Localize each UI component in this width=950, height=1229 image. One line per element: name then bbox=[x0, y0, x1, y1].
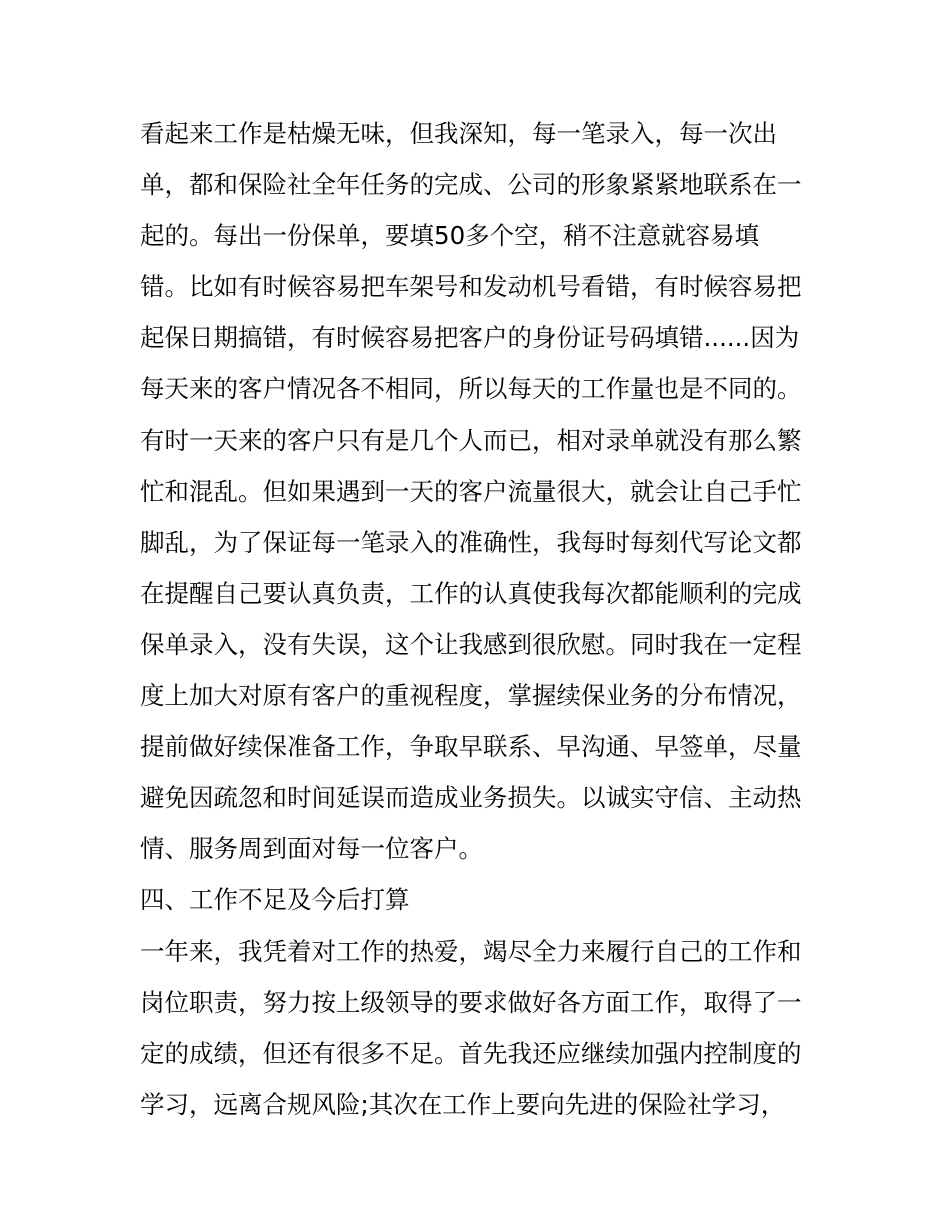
text-line-20: 学习，远离合规风险;其次在工作上要向先进的保险社学习， bbox=[140, 1089, 786, 1119]
text-line-13: 提前做好续保准备工作，争取早联系、早沟通、早签单，尽量 bbox=[140, 732, 802, 762]
text-line-4: 错。比如有时候容易把车架号和发动机号看错，有时候容易把 bbox=[140, 272, 802, 302]
section-heading: 四、工作不足及今后打算 bbox=[140, 885, 410, 915]
text-line-2: 单，都和保险社全年任务的完成、公司的形象紧紧地联系在一 bbox=[140, 170, 802, 200]
text-line-11: 保单录入，没有失误，这个让我感到很欣慰。同时我在一定程 bbox=[140, 629, 802, 659]
text-line-7: 有时一天来的客户只有是几个人而已，相对录单就没有那么繁 bbox=[140, 425, 802, 455]
text-line-1: 看起来工作是枯燥无味，但我深知，每一笔录入，每一次出 bbox=[140, 119, 777, 148]
text-line-9: 脚乱，为了保证每一笔录入的准确性，我每时每刻代写论文都 bbox=[140, 527, 802, 557]
text-line-12: 度上加大对原有客户的重视程度，掌握续保业务的分布情况， bbox=[140, 681, 802, 711]
text-line-5: 起保日期搞错，有时候容易把客户的身份证号码填错......因为 bbox=[140, 323, 800, 353]
text-line-15: 情、服务周到面对每一位客户。 bbox=[140, 834, 483, 864]
text-line-3: 起的。每出一份保单，要填50多个空，稍不注意就容易填 bbox=[140, 221, 760, 251]
text-line-19: 定的成绩，但还有很多不足。首先我还应继续加强内控制度的 bbox=[140, 1038, 802, 1068]
document-body bbox=[140, 108, 830, 1130]
text-line-18: 岗位职责，努力按上级领导的要求做好各方面工作，取得了一 bbox=[140, 987, 802, 1017]
text-line-6: 每天来的客户情况各不相同，所以每天的工作量也是不同的。 bbox=[140, 374, 802, 404]
text-line-8: 忙和混乱。但如果遇到一天的客户流量很大，就会让自己手忙 bbox=[140, 476, 802, 506]
text-line-10: 在提醒自己要认真负责，工作的认真使我每次都能顺利的完成 bbox=[140, 578, 802, 608]
text-line-17: 一年来，我凭着对工作的热爱，竭尽全力来履行自己的工作和 bbox=[140, 936, 802, 966]
text-line-14: 避免因疏忽和时间延误而造成业务损失。以诚实守信、主动热 bbox=[140, 783, 802, 813]
